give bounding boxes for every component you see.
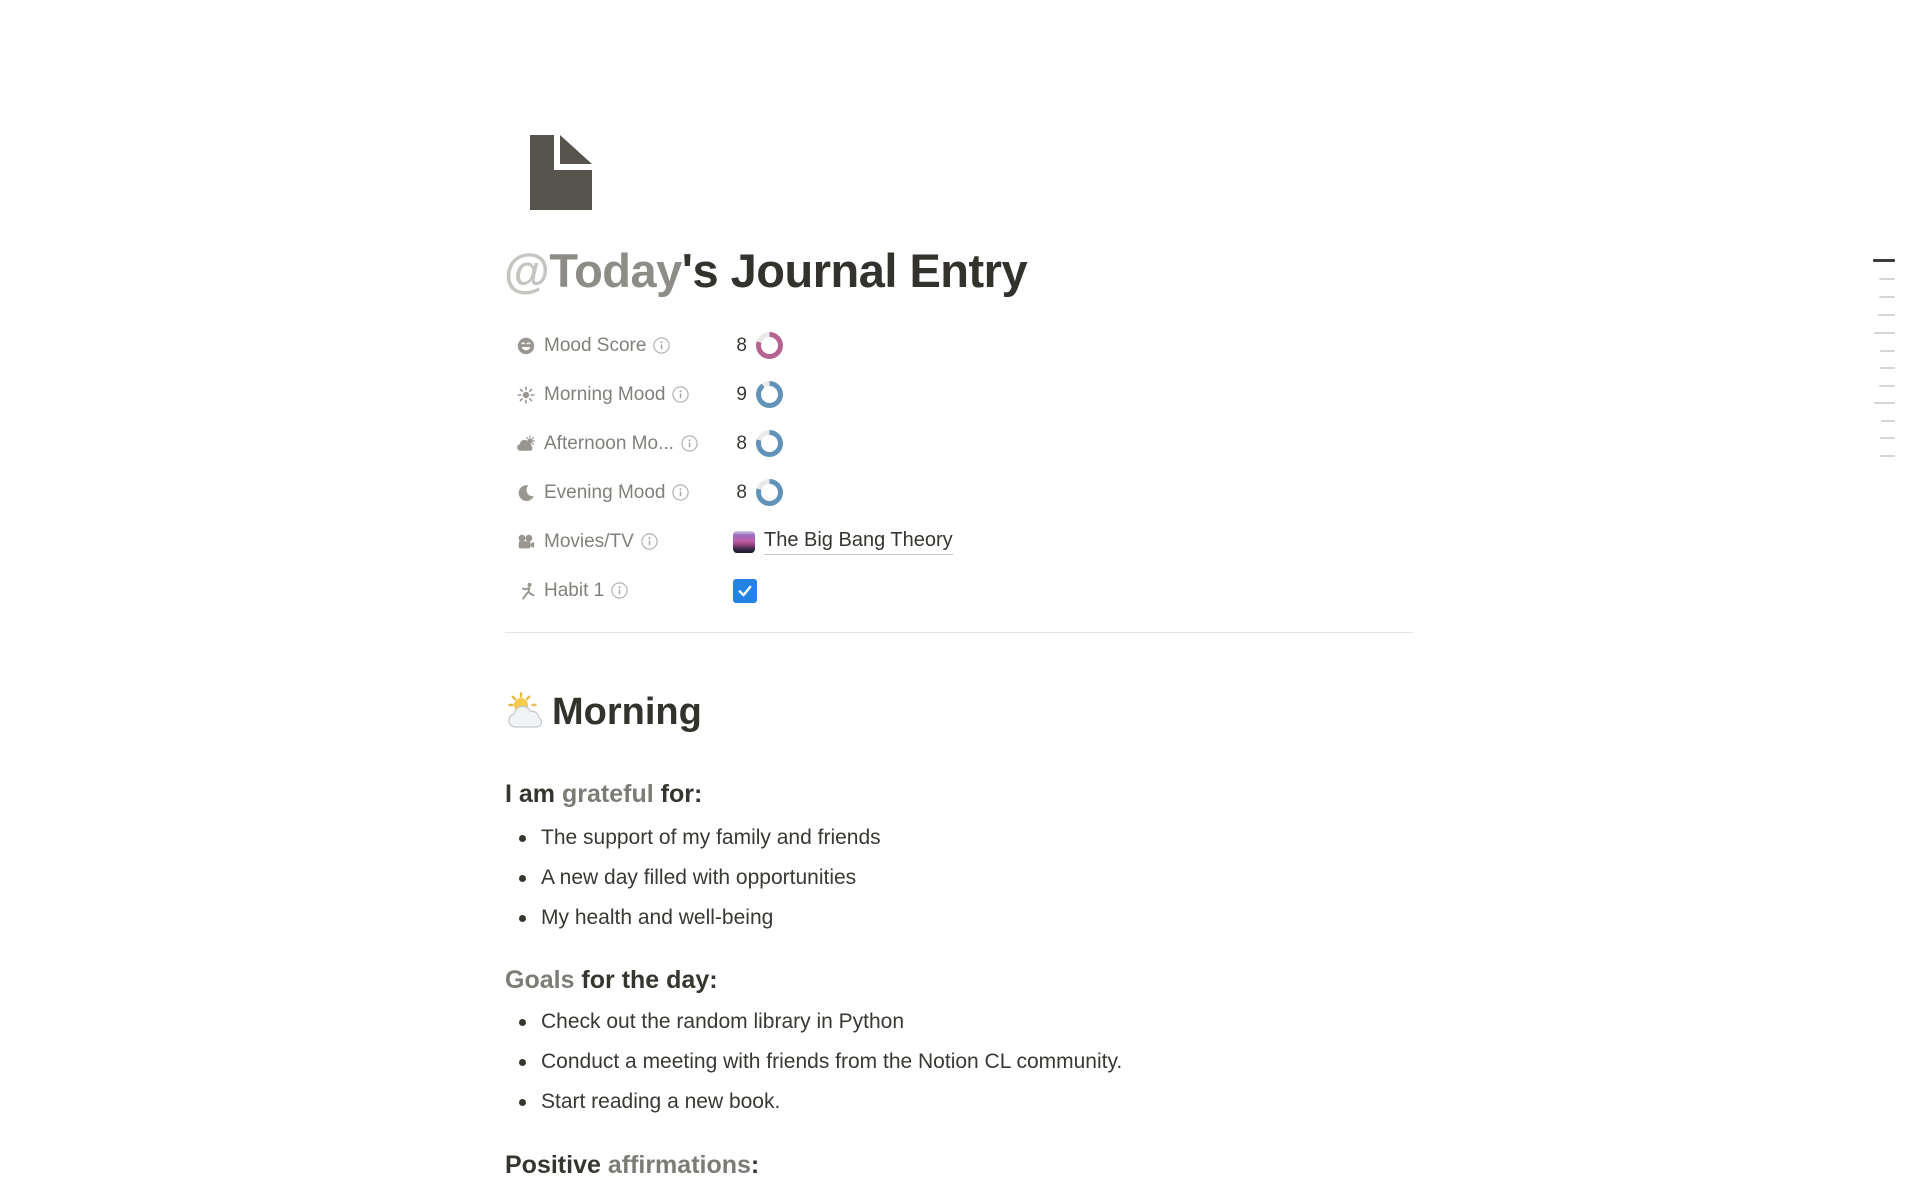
divider-line — [505, 632, 1413, 633]
gratitude-heading-post: for: — [653, 780, 703, 808]
list-item[interactable]: The support of my family and friends — [505, 818, 881, 858]
property-row-morning-mood — [517, 370, 1417, 419]
properties-list — [517, 321, 1417, 615]
mood-score-ring — [756, 332, 783, 359]
gratitude-heading-link[interactable]: grateful — [561, 780, 654, 808]
affirmations-heading-post: : — [750, 1151, 760, 1179]
property-value-habit-1 — [733, 579, 757, 603]
goals-list — [505, 1002, 1122, 1122]
goals-heading[interactable] — [505, 965, 718, 995]
sun-icon — [517, 386, 535, 404]
info-icon[interactable] — [672, 484, 689, 501]
property-key-mood-score[interactable] — [517, 335, 733, 357]
outline-bar[interactable] — [1880, 367, 1895, 369]
list-item[interactable]: Start reading a new book. — [505, 1082, 1122, 1122]
property-label: Movies/TV — [544, 530, 634, 552]
moon-icon — [517, 484, 535, 502]
page-title[interactable] — [504, 241, 1027, 301]
evening-mood-value: 8 — [736, 481, 747, 503]
goals-heading-link[interactable]: Goals — [505, 966, 575, 994]
info-icon[interactable] — [672, 386, 689, 403]
outline-bar[interactable] — [1881, 420, 1895, 422]
gratitude-heading[interactable] — [505, 779, 702, 809]
outline-bar[interactable] — [1879, 296, 1895, 298]
property-label: Evening Mood — [544, 481, 666, 503]
info-icon[interactable] — [681, 435, 698, 452]
list-item[interactable]: My health and well-being — [505, 898, 881, 938]
sun-cloud-icon — [517, 435, 535, 453]
movie-camera-icon — [517, 533, 535, 551]
list-item[interactable]: Check out the random library in Python — [505, 1002, 1122, 1042]
property-label: Morning Mood — [544, 383, 666, 405]
info-icon[interactable] — [611, 582, 628, 599]
smiley-icon — [517, 337, 535, 355]
property-key-evening-mood[interactable] — [517, 482, 733, 504]
property-row-afternoon-mood — [517, 419, 1417, 468]
outline-bar[interactable] — [1874, 402, 1895, 404]
property-label: Afternoon Mo... — [544, 432, 674, 454]
property-row-movies-tv — [517, 517, 1417, 566]
affirmations-heading-link[interactable]: affirmations — [607, 1151, 751, 1179]
outline-bar[interactable] — [1879, 385, 1895, 387]
afternoon-mood-ring — [756, 430, 783, 457]
property-value-mood-score[interactable] — [733, 332, 783, 359]
morning-mood-ring — [756, 381, 783, 408]
page-document-icon[interactable] — [530, 135, 592, 210]
outline-bar[interactable] — [1873, 259, 1895, 262]
movie-relation-link[interactable]: The Big Bang Theory — [764, 529, 953, 555]
gratitude-list — [505, 818, 881, 938]
outline-bar[interactable] — [1878, 314, 1895, 316]
habit-checkbox-checked[interactable] — [733, 579, 757, 603]
property-key-afternoon-mood[interactable] — [517, 433, 733, 455]
property-value-evening-mood[interactable] — [733, 479, 783, 506]
list-item[interactable]: Conduct a meeting with friends from the Notion CL community. — [505, 1042, 1122, 1082]
property-value-morning-mood[interactable] — [733, 381, 783, 408]
property-row-habit-1 — [517, 566, 1417, 615]
morning-mood-value: 9 — [736, 383, 747, 405]
property-label: Mood Score — [544, 334, 647, 356]
movie-poster-thumbnail — [733, 531, 755, 553]
property-value-afternoon-mood[interactable] — [733, 430, 783, 457]
outline-bar[interactable] — [1879, 278, 1895, 280]
mention-at-sign: @ — [504, 244, 550, 297]
outline-bar[interactable] — [1880, 455, 1895, 457]
afternoon-mood-value: 8 — [736, 432, 747, 454]
heading-morning-text[interactable]: Morning — [552, 691, 702, 733]
gratitude-heading-pre: I am — [505, 780, 562, 808]
heading-morning[interactable] — [506, 691, 702, 734]
outline-indicator[interactable] — [1871, 0, 1895, 470]
outline-bar[interactable] — [1880, 350, 1895, 352]
sun-behind-cloud-emoji — [506, 692, 548, 734]
mood-score-value: 8 — [736, 334, 747, 356]
affirmations-heading[interactable] — [505, 1150, 759, 1180]
property-key-habit-1[interactable] — [517, 580, 733, 602]
goals-heading-post: for the day: — [574, 966, 718, 994]
affirmations-heading-pre: Positive — [505, 1151, 608, 1179]
property-row-evening-mood — [517, 468, 1417, 517]
title-text[interactable]: 's Journal Entry — [681, 244, 1028, 297]
property-row-mood-score — [517, 321, 1417, 370]
list-item[interactable]: A new day filled with opportunities — [505, 858, 881, 898]
outline-bar[interactable] — [1874, 332, 1895, 334]
property-key-movies-tv[interactable] — [517, 531, 733, 553]
info-icon[interactable] — [653, 337, 670, 354]
date-mention-today[interactable]: Today — [549, 244, 682, 297]
evening-mood-ring — [756, 479, 783, 506]
property-value-movies-tv[interactable] — [733, 529, 953, 555]
property-key-morning-mood[interactable] — [517, 384, 733, 406]
property-label: Habit 1 — [544, 579, 605, 601]
runner-icon — [517, 582, 535, 600]
outline-bar[interactable] — [1880, 437, 1895, 439]
info-icon[interactable] — [641, 533, 658, 550]
